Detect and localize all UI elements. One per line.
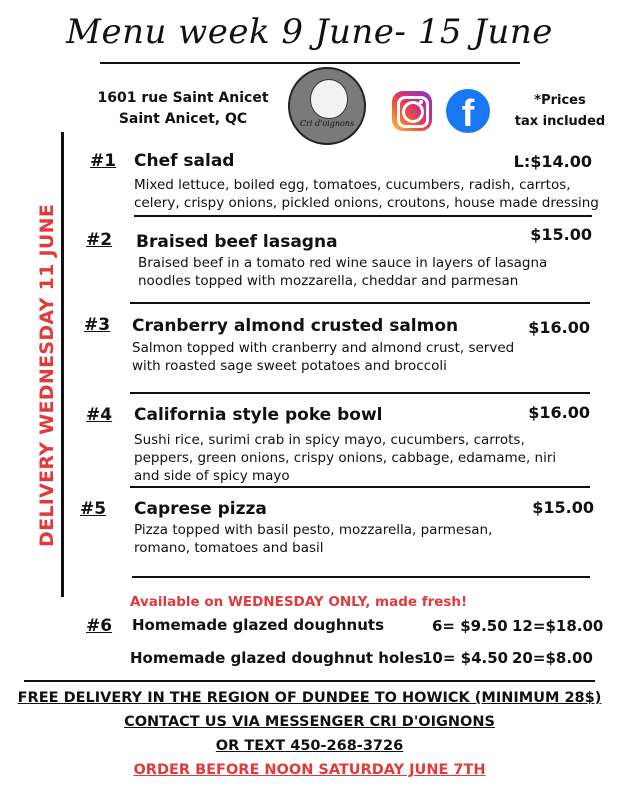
onion-icon xyxy=(310,79,348,119)
divider xyxy=(134,215,592,217)
prices-note xyxy=(508,90,612,132)
item-description-line: Pizza topped with basil pesto, mozzarella, parmesan, xyxy=(134,522,493,538)
item-price: $15.00 xyxy=(532,498,594,517)
divider xyxy=(130,302,590,304)
item-description xyxy=(132,339,602,375)
item-description xyxy=(134,431,604,485)
item-description-line: Salmon topped with cranberry and almond crust, served xyxy=(132,340,515,356)
delivery-region-note: FREE DELIVERY IN THE REGION OF DUNDEE TO HOWICK (MINIMUM 28$) xyxy=(17,690,602,706)
facebook-icon[interactable]: f xyxy=(446,89,490,133)
logo-brand-text: Cri d'oignons xyxy=(299,119,355,128)
item-number: #1 xyxy=(90,151,117,171)
divider xyxy=(24,680,595,682)
item-description xyxy=(134,176,604,212)
doughnut-price-large: 12=$18.00 xyxy=(512,617,604,635)
item-number: #4 xyxy=(86,405,113,425)
doughnut-holes-price-large: 20=$8.00 xyxy=(512,649,593,667)
item-name: Cranberry almond crusted salmon xyxy=(132,316,459,336)
doughnut-price-small: 6= $9.50 xyxy=(432,617,508,635)
item-number: #2 xyxy=(86,230,113,250)
item-description-line: celery, crispy onions, pickled onions, croutons, house made dressing xyxy=(134,195,599,211)
item-description-line: Mixed lettuce, boiled egg, tomatoes, cucumbers, radish, carrtos, xyxy=(134,177,571,193)
address xyxy=(94,88,272,130)
delivery-banner: DELIVERY WEDNESDAY 11 JUNE xyxy=(36,203,58,547)
contact-messenger: CONTACT US VIA MESSENGER CRI D'OIGNONS xyxy=(124,714,495,730)
item-price: $16.00 xyxy=(528,318,590,337)
divider xyxy=(130,486,590,488)
item-price: $15.00 xyxy=(530,225,592,244)
restaurant-logo xyxy=(288,67,366,145)
item-description xyxy=(134,521,604,557)
menu-title: Menu week 9 June- 15 June xyxy=(66,12,553,52)
item-name: Chef salad xyxy=(134,151,235,171)
contact-phone: OR TEXT 450-268-3726 xyxy=(215,738,404,754)
item-price: $16.00 xyxy=(528,403,590,422)
item-description-line: peppers, green onions, crispy onions, cabbage, edamame, niri xyxy=(134,450,557,466)
instagram-icon[interactable] xyxy=(392,91,432,131)
item-description-line: with roasted sage sweet potatoes and broccoli xyxy=(132,358,447,374)
item-description-line: Sushi rice, surimi crab in spicy mayo, cucumbers, carrots, xyxy=(134,432,525,448)
title-underline xyxy=(100,62,520,64)
item-description-line: and side of spicy mayo xyxy=(134,468,290,484)
divider xyxy=(132,576,590,578)
item-name: Caprese pizza xyxy=(134,499,267,519)
item-description-line: noodles topped with mozzarella, cheddar and parmesan xyxy=(138,273,519,289)
doughnut-name: Homemade glazed doughnuts xyxy=(132,616,385,634)
address-line-2: Saint Anicet, QC xyxy=(118,111,248,127)
divider xyxy=(130,392,590,394)
item-description-line: romano, tomatoes and basil xyxy=(134,540,324,556)
item-description xyxy=(138,254,608,290)
item-name: Braised beef lasagna xyxy=(136,232,338,252)
doughnut-holes-name: Homemade glazed doughnut holes xyxy=(130,649,424,667)
prices-note-line-1: *Prices xyxy=(534,93,586,108)
item-number: #5 xyxy=(80,499,107,519)
availability-note: Available on WEDNESDAY ONLY, made fresh! xyxy=(130,594,468,610)
item-name: California style poke bowl xyxy=(134,405,383,425)
doughnut-holes-price-small: 10= $4.50 xyxy=(422,649,509,667)
address-line-1: 1601 rue Saint Anicet xyxy=(97,90,269,106)
item-number: #6 xyxy=(86,616,113,636)
prices-note-line-2: tax included xyxy=(514,114,606,129)
item-number: #3 xyxy=(84,315,111,335)
item-price: L:$14.00 xyxy=(513,152,592,171)
item-description-line: Braised beef in a tomato red wine sauce in layers of lasagna xyxy=(138,255,548,271)
order-deadline: ORDER BEFORE NOON SATURDAY JUNE 7TH xyxy=(133,762,486,778)
